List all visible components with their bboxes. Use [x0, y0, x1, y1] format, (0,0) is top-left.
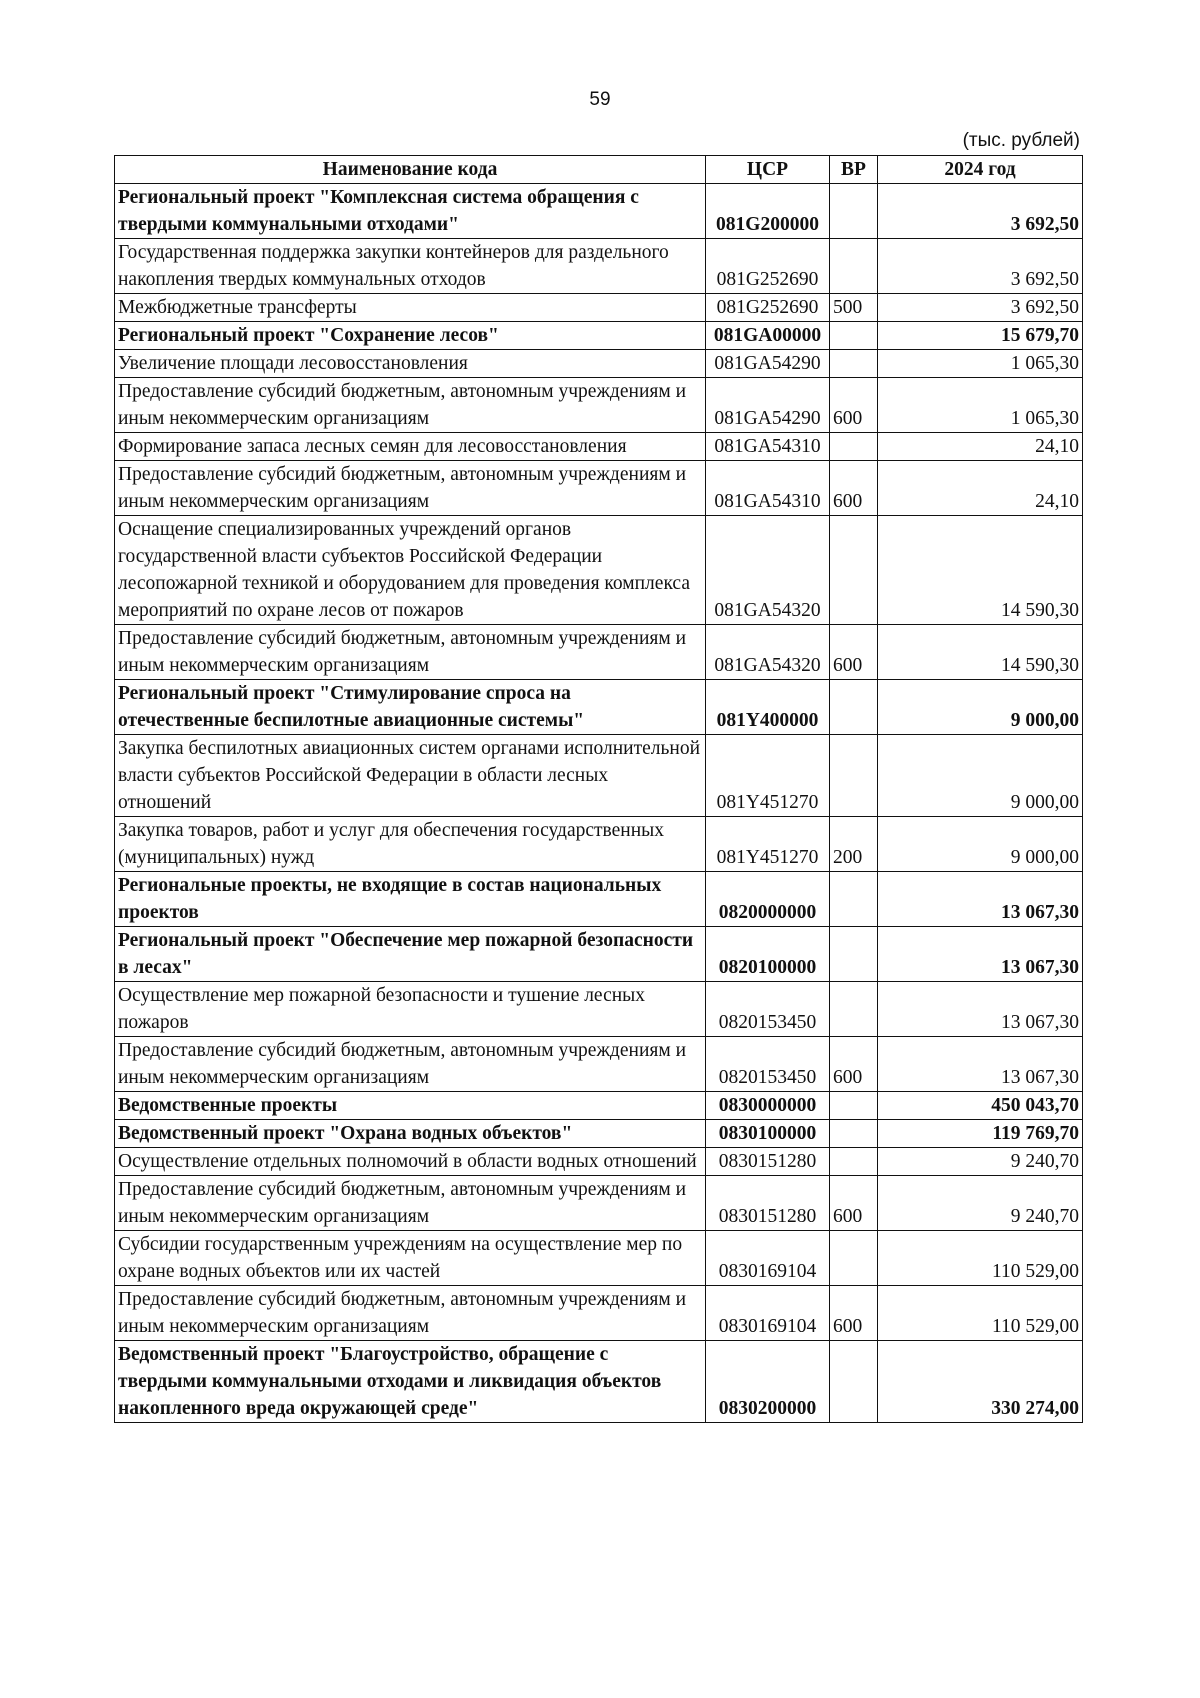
table-row — [115, 1148, 1083, 1176]
header-year: 2024 год — [878, 156, 1083, 184]
cell-csr: 0820100000 — [706, 927, 830, 982]
table-row — [115, 433, 1083, 461]
table-row — [115, 1286, 1083, 1341]
cell-name: Закупка товаров, работ и услуг для обеспечения государственных (муниципальных) нужд — [115, 817, 706, 872]
cell-sum: 3 692,50 — [878, 294, 1083, 322]
cell-vr — [830, 982, 878, 1037]
cell-sum: 119 769,70 — [878, 1120, 1083, 1148]
cell-csr: 0820000000 — [706, 872, 830, 927]
cell-sum: 14 590,30 — [878, 625, 1083, 680]
cell-vr: 600 — [830, 461, 878, 516]
cell-name: Региональные проекты, не входящие в состав национальных проектов — [115, 872, 706, 927]
cell-sum: 110 529,00 — [878, 1286, 1083, 1341]
cell-csr: 081Y451270 — [706, 735, 830, 817]
header-csr: ЦСР — [706, 156, 830, 184]
cell-name: Закупка беспилотных авиационных систем органами исполнительной власти субъектов Российской Федерации в области лесных отношений — [115, 735, 706, 817]
cell-vr — [830, 927, 878, 982]
cell-csr: 0830169104 — [706, 1231, 830, 1286]
cell-csr: 0820153450 — [706, 982, 830, 1037]
cell-name: Региональный проект "Комплексная система обращения с твердыми коммунальными отходами" — [115, 184, 706, 239]
cell-sum: 1 065,30 — [878, 350, 1083, 378]
cell-sum: 13 067,30 — [878, 1037, 1083, 1092]
cell-vr — [830, 1231, 878, 1286]
cell-vr — [830, 735, 878, 817]
cell-sum: 9 000,00 — [878, 735, 1083, 817]
cell-vr — [830, 1120, 878, 1148]
cell-sum: 9 000,00 — [878, 817, 1083, 872]
cell-vr — [830, 1341, 878, 1423]
header-name: Наименование кода — [115, 156, 706, 184]
cell-vr: 600 — [830, 625, 878, 680]
cell-sum: 330 274,00 — [878, 1341, 1083, 1423]
cell-name: Предоставление субсидий бюджетным, автономным учреждениям и иным некоммерческим организациям — [115, 1286, 706, 1341]
table-row — [115, 982, 1083, 1037]
table-row — [115, 461, 1083, 516]
cell-name: Ведомственный проект "Охрана водных объектов" — [115, 1120, 706, 1148]
cell-csr: 081GA54290 — [706, 378, 830, 433]
cell-sum: 24,10 — [878, 433, 1083, 461]
table-row — [115, 625, 1083, 680]
table-row — [115, 294, 1083, 322]
cell-vr — [830, 322, 878, 350]
cell-sum: 9 240,70 — [878, 1148, 1083, 1176]
page-number: 59 — [589, 89, 611, 110]
table-row — [115, 735, 1083, 817]
cell-sum: 3 692,50 — [878, 184, 1083, 239]
cell-csr: 081GA54310 — [706, 461, 830, 516]
table-row — [115, 927, 1083, 982]
cell-sum: 3 692,50 — [878, 239, 1083, 294]
table-body — [115, 184, 1083, 1423]
cell-name: Ведомственный проект "Благоустройство, обращение с твердыми коммунальными отходами и ликвидация объектов накопленного вреда окружающей среде" — [115, 1341, 706, 1423]
cell-sum: 13 067,30 — [878, 927, 1083, 982]
units-label: (тыс. рублей) — [962, 130, 1080, 151]
cell-csr: 081Y451270 — [706, 817, 830, 872]
table-row — [115, 1176, 1083, 1231]
cell-vr: 600 — [830, 1286, 878, 1341]
cell-sum: 24,10 — [878, 461, 1083, 516]
cell-name: Осуществление мер пожарной безопасности и тушение лесных пожаров — [115, 982, 706, 1037]
table-row — [115, 680, 1083, 735]
table-row — [115, 817, 1083, 872]
table-row — [115, 872, 1083, 927]
cell-name: Предоставление субсидий бюджетным, автономным учреждениям и иным некоммерческим организациям — [115, 625, 706, 680]
cell-csr: 081GA00000 — [706, 322, 830, 350]
cell-sum: 15 679,70 — [878, 322, 1083, 350]
cell-name: Предоставление субсидий бюджетным, автономным учреждениям и иным некоммерческим организациям — [115, 461, 706, 516]
cell-vr — [830, 1092, 878, 1120]
cell-vr: 600 — [830, 1037, 878, 1092]
cell-name: Осуществление отдельных полномочий в области водных отношений — [115, 1148, 706, 1176]
cell-csr: 0830200000 — [706, 1341, 830, 1423]
table-row — [115, 1120, 1083, 1148]
cell-vr: 600 — [830, 378, 878, 433]
cell-csr: 0830100000 — [706, 1120, 830, 1148]
table-row — [115, 322, 1083, 350]
table-row — [115, 378, 1083, 433]
cell-sum: 9 240,70 — [878, 1176, 1083, 1231]
table-row — [115, 1092, 1083, 1120]
cell-vr — [830, 184, 878, 239]
cell-csr: 081GA54290 — [706, 350, 830, 378]
table-row — [115, 1231, 1083, 1286]
cell-name: Предоставление субсидий бюджетным, автономным учреждениям и иным некоммерческим организациям — [115, 378, 706, 433]
cell-vr — [830, 516, 878, 625]
table-row — [115, 184, 1083, 239]
cell-csr: 081GA54310 — [706, 433, 830, 461]
cell-sum: 110 529,00 — [878, 1231, 1083, 1286]
cell-sum: 9 000,00 — [878, 680, 1083, 735]
cell-sum: 1 065,30 — [878, 378, 1083, 433]
cell-sum: 450 043,70 — [878, 1092, 1083, 1120]
cell-sum: 13 067,30 — [878, 982, 1083, 1037]
cell-name: Межбюджетные трансферты — [115, 294, 706, 322]
cell-csr: 0830151280 — [706, 1148, 830, 1176]
cell-name: Увеличение площади лесовосстановления — [115, 350, 706, 378]
table-row — [115, 1341, 1083, 1423]
cell-csr: 0830000000 — [706, 1092, 830, 1120]
cell-vr — [830, 350, 878, 378]
cell-name: Предоставление субсидий бюджетным, автономным учреждениям и иным некоммерческим организациям — [115, 1176, 706, 1231]
cell-csr: 081GA54320 — [706, 516, 830, 625]
cell-csr: 081GA54320 — [706, 625, 830, 680]
cell-vr: 500 — [830, 294, 878, 322]
cell-csr: 0820153450 — [706, 1037, 830, 1092]
cell-name: Субсидии государственным учреждениям на осуществление мер по охране водных объектов или их частей — [115, 1231, 706, 1286]
cell-name: Региональный проект "Обеспечение мер пожарной безопасности в лесах" — [115, 927, 706, 982]
cell-csr: 0830151280 — [706, 1176, 830, 1231]
cell-name: Региональный проект "Сохранение лесов" — [115, 322, 706, 350]
table-row — [115, 239, 1083, 294]
cell-name: Ведомственные проекты — [115, 1092, 706, 1120]
cell-vr — [830, 872, 878, 927]
cell-vr — [830, 239, 878, 294]
table-header-row — [115, 156, 1083, 184]
cell-sum: 14 590,30 — [878, 516, 1083, 625]
table-row — [115, 1037, 1083, 1092]
cell-vr: 600 — [830, 1176, 878, 1231]
cell-name: Региональный проект "Стимулирование спроса на отечественные беспилотные авиационные системы" — [115, 680, 706, 735]
cell-csr: 0830169104 — [706, 1286, 830, 1341]
cell-csr: 081Y400000 — [706, 680, 830, 735]
cell-vr — [830, 680, 878, 735]
cell-name: Предоставление субсидий бюджетным, автономным учреждениям и иным некоммерческим организациям — [115, 1037, 706, 1092]
cell-name: Формирование запаса лесных семян для лесовосстановления — [115, 433, 706, 461]
cell-sum: 13 067,30 — [878, 872, 1083, 927]
header-vr: ВР — [830, 156, 878, 184]
cell-csr: 081G252690 — [706, 239, 830, 294]
cell-vr — [830, 433, 878, 461]
cell-csr: 081G252690 — [706, 294, 830, 322]
table-row — [115, 516, 1083, 625]
cell-csr: 081G200000 — [706, 184, 830, 239]
budget-table — [114, 155, 1083, 1423]
cell-vr: 200 — [830, 817, 878, 872]
cell-name: Оснащение специализированных учреждений органов государственной власти субъектов Российской Федерации лесопожарной техникой и оборудованием для проведения комплекса мероприятий по охране лесов от пожаров — [115, 516, 706, 625]
cell-vr — [830, 1148, 878, 1176]
cell-name: Государственная поддержка закупки контейнеров для раздельного накопления твердых коммунальных отходов — [115, 239, 706, 294]
table-row — [115, 350, 1083, 378]
